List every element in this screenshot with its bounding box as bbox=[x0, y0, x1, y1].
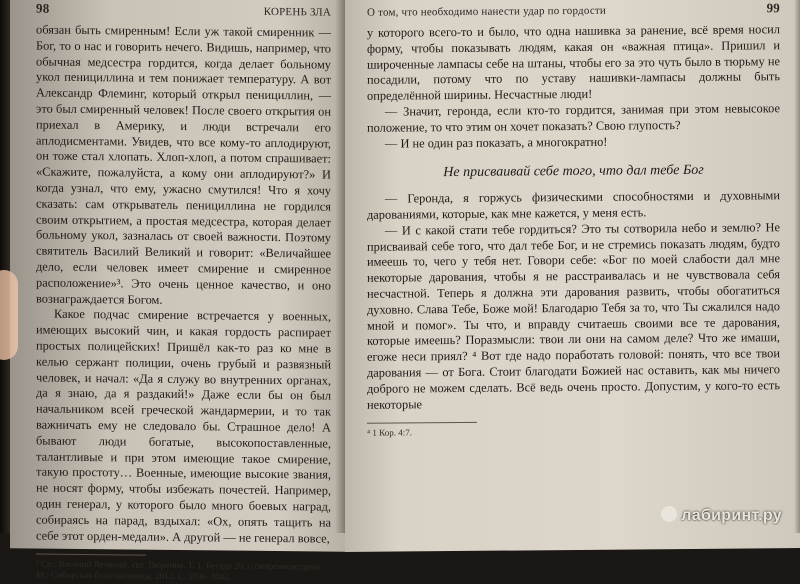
left-running-head: КОРЕНЬ ЗЛА bbox=[263, 5, 331, 19]
left-page-number: 98 bbox=[36, 0, 50, 16]
left-page bbox=[10, 0, 345, 582]
thumb bbox=[0, 270, 18, 360]
footnote-rule bbox=[36, 554, 146, 556]
left-paragraph-2: Какое подчас смирение встречается у военных, имеющих высокий чин, и какая гордость распирает простых полицейских! Пришёл как-то раз ко мне в келью сержант полиции, очень грубый и развязный человек, и начал: «Да я служу во внутренних органах, да я знаю, да я раздакий!» Даже если бы он был начальником всей греческой жандармерии, и то так важничать ему не следовало бы. Страшное дело! А бывают люди богатые, высокопоставленные, талантливые и при этом имеющие такое смирение, такую простоту… Военные, имеющие высокие звания, не носят форму, чтобы избежать почестей. Например, один генерал, у которого было много боевых наград, собираясь на парад, вздыхал: «Ох, опять тащить на себе этот орден-медали». А другой — не генерал вовсе, bbox=[36, 307, 331, 546]
right-footnote: ⁴ 1 Кор. 4:7. bbox=[367, 427, 412, 439]
right-paragraph-4: — Геронда, я горжусь физическими способностями и духовными дарованиями, которые, как мне кажется, у меня есть. bbox=[367, 188, 780, 222]
left-paragraph-1: обязан быть смиренным! Если уж такой смиренник — Бог, то о нас и говорить нечего. Видишь, например, что обычная медсестра гордится, когда делает больному укол пенициллина и тем понижает температуру. А вот Александр Флеминг, который открыл пенициллин, — это был смиренный человек! После своего открытия он приехал в Америку, и люди встречали его аплодисментами. Увидев, что все кому-то аплодируют, он тоже стал хлопать. Хлоп-хлоп, а потом спрашивает: «Скажите, пожалуйста, а кому они аплодируют?» И когда узнал, что ему, ужасно смутился! Что я хочу сказать: сам открыватель пенициллина не гордился своим открытием, а простая медсестра, которая делает больному укол, зазналась от своей важности. Поэтому святитель Василий Великий и говорит: «Величайшее дело, если человек имеет смирение и смиренное расположение»³. Это очень ценное качество, и оно вознаграждается Богом. bbox=[36, 22, 331, 307]
watermark bbox=[661, 506, 782, 525]
watermark-text: лабиринт.ру bbox=[681, 507, 782, 524]
left-body bbox=[36, 23, 331, 547]
right-body bbox=[367, 22, 780, 413]
right-paragraph-5: — И с какой стати тебе гордиться? Это ты сотворила небо и землю? Не присваивай себе того, что дал тебе Бог, и не стремись показать людям, будто имеешь то, чего у тебя нет. Говори себе: «Бог по моей слабости дал мне некоторые дарования, чтобы я не расстраивалась и не чувствовала себя несчастной. Теперь я должна эти дарования развить, чтобы обогатиться духовно. Слава Тебе, Боже мой! Благодарю Тебя за то, что Ты сжалился надо мной и помог». Ты что, и вправду считаешь своими все те дарования, которые имеешь? Поразмысли: твои ли они на самом деле? Что же имаши, егоже неси приял? ⁴ Вот где надо поработать головой: понять, что все твои дарования — от Бога. Стоит благодати Божией нас оставить, как мы ничего доброго не можем сделать. Всё ведь очень просто. Допустим, у кого-то есть некоторые bbox=[367, 219, 780, 412]
right-paragraph-3: — И не один раз показать, а многократно! bbox=[385, 134, 608, 151]
page-edge-shadow bbox=[794, 0, 800, 533]
right-header bbox=[367, 0, 780, 20]
left-footnote: ³ Ср.: Василий Великий, свт. Творения. Т. 1. Беседа 20, о смиренномудрии. М.: Сибирская благозвонница, 2012. С. 1036–1042. bbox=[36, 558, 322, 582]
right-paragraph-2: — Значит, геронда, если кто-то гордится, занимая при этом невысокое положение, то что этим он хочет показать? Свою глупость? bbox=[367, 101, 780, 135]
left-header bbox=[36, 1, 331, 20]
right-paragraph-1: у которого всего-то и было, что одна нашивка за ранение, всё время носил форму, чтобы показывать людям, какая он «важная птица». Пришил и широченные лампасы себе на штаны, чтобы его за это чуть было в тюрьму не посадили, потому что по уставу нашивки-лампасы должны быть определённой ширины. Несчастные люди! bbox=[367, 22, 780, 103]
section-title: Не присваивай себе того, что дал тебе Бог bbox=[443, 163, 704, 181]
right-page bbox=[345, 0, 800, 552]
labirint-logo-icon bbox=[661, 506, 677, 522]
right-page-number: 99 bbox=[766, 0, 780, 16]
right-running-head: О том, что необходимо нанести удар по гордости bbox=[367, 4, 607, 19]
footnote-rule-right bbox=[367, 422, 477, 424]
